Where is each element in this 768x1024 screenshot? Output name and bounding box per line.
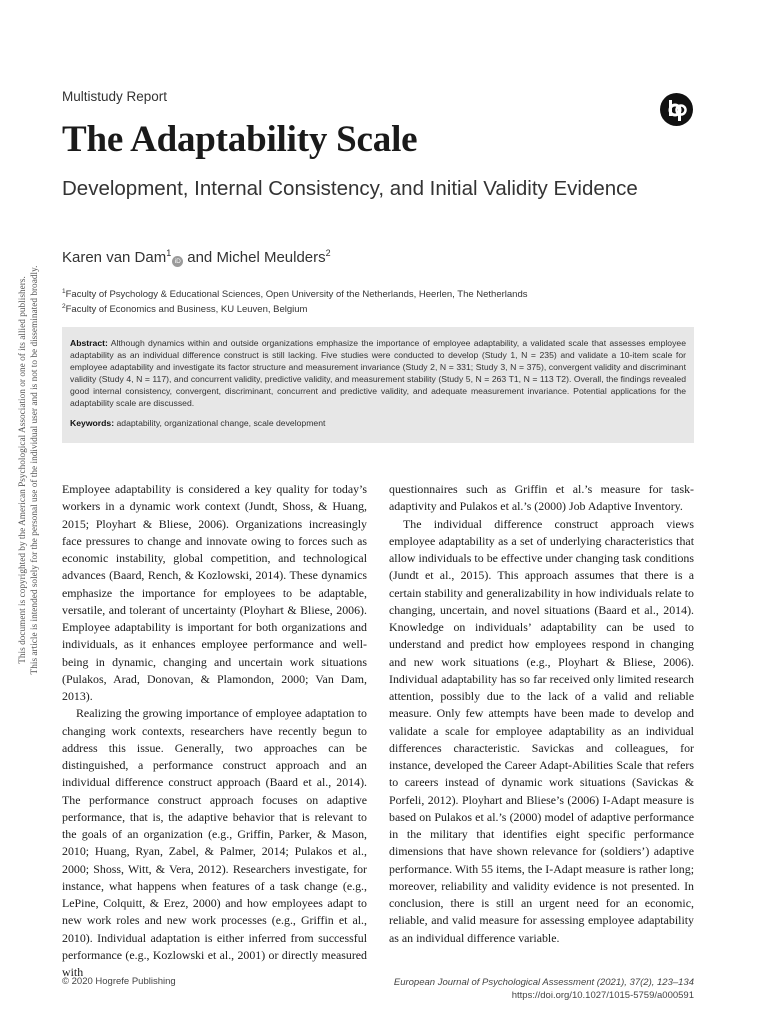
keywords-label: Keywords: — [70, 417, 115, 428]
body-column-right — [389, 481, 694, 947]
footer-copyright: © 2020 Hogrefe Publishing — [62, 976, 176, 987]
affiliations — [62, 287, 528, 317]
abstract-label: Abstract: — [70, 338, 108, 348]
copyright-line: This article is intended solely for the personal use of the individual user and is not to be disseminated broadly. — [30, 265, 40, 675]
paper-title: The Adaptability Scale — [62, 119, 418, 160]
affiliation-marker: 2 — [325, 248, 331, 258]
author-name[interactable]: Michel Meulders — [216, 249, 326, 266]
author-name[interactable]: Karen van Dam — [62, 249, 167, 266]
affiliation-marker: 1 — [166, 248, 172, 258]
keywords — [70, 417, 686, 429]
keywords-text: adaptability, organizational change, scale development — [116, 417, 326, 428]
affiliation-line — [62, 287, 528, 302]
body-paragraph: Employee adaptability is considered a key quality for today’s workers in a dynamic work context (Jundt, Shoss, & Huang, 2015; Ployhart & Bliese, 2006). Organizations increasingly face pressures to change and innovate owing to forces such as economic instability, global competition, and technological advances (Baard, Rench, & Kozlowski, 2014). These dynamics emphasize the importance for employees to be adaptable, versatile, and tolerant of uncertainty (Ployhart & Bliese, 2006). Employee adaptability is important for both organizations and individuals, as it enhances employee performance and well-being in dynamic, changing and uncertain work situations (Pulakos, Arad, Donovan, & Plamondon, 2000; Van Dam, 2013). — [62, 482, 367, 703]
report-type: Multistudy Report — [62, 89, 168, 104]
affiliation-text: Faculty of Psychology & Educational Sciences, Open University of the Netherlands, Heerlen, The Netherlands — [65, 289, 528, 300]
copyright-side-note — [17, 266, 41, 675]
footer-doi[interactable]: https://doi.org/10.1027/1015-5759/a000591 — [511, 990, 694, 1001]
abstract — [70, 337, 686, 410]
hogrefe-hp-logo-icon — [660, 93, 693, 126]
affiliation-marker: 1 — [62, 287, 66, 295]
footer-journal: European Journal of Psychological Assessment (2021), 37(2), 123–134 — [393, 977, 694, 988]
body-column-left — [62, 481, 367, 981]
author-joiner: and — [187, 249, 213, 266]
body-paragraph: The individual difference construct approach views employee adaptability as a set of underlying characteristics that allow individuals to be effective under changing task conditions (Jundt et al., 2015). This approach assumes that there is a certain stability and generalizability in how individuals relate to changing, uncertain, and novel situations (Baard et al., 2014). Knowledge on individuals’ adaptability can be used to understand and predict how employees respond in changing and new work situations (e.g., Ployhart & Bliese, 2006). Individual adaptability has so far received only limited research attention, possibly due to the lack of a valid and reliable measure. Only few attempts have been made to develop and validate a scale for employee adaptability as an individual differences characteristic. Savickas and colleagues, for instance, developed the Career Adapt-Abilities Scale that refers to careers instead of dynamic work situations (Savickas & Porfeli, 2012). Ployhart and Bliese’s (2006) I-Adapt measure is based on Pulakos et al.’s (2000) model of adaptive performance in the military that identifies eight specific performance dimensions that have shown relevance for (soldiers’) adaptive performance. With 55 items, the I-Adapt measure is rather long; moreover, reliability and validity evidence is not presented. In conclusion, there is still an urgent need for an economic, reliable, and valid measure for assessing employee adaptability as an individual difference variable. — [389, 516, 694, 945]
footer-citation — [394, 976, 694, 1002]
paper-subtitle: Development, Internal Consistency, and Initial Validity Evidence — [62, 177, 638, 200]
author-list — [62, 249, 331, 267]
body-paragraph: Realizing the growing importance of employee adaptation to changing work contexts, researchers have recently begun to address this issue. Generally, two approaches can be distinguished, a performance construct approach and an individual difference construct approach (Baard et al., 2014). The performance construct approach focuses on adaptive performance, that is, the adaptive behavior that is relevant to the goals of an organization (e.g., Griffin, Parker, & Mason, 2010; Huang, Ryan, Zabel, & Palmer, 2014; Pulakos et al., 2000; Shoss, Witt, & Vera, 2012). Researchers investigate, for instance, what happens when features of a task change (e.g., LePine, Colquitt, & Erez, 2000) and how employees adapt to new work roles and new work processes (e.g., Griffin et al., 2010). Individual adaptation is either inferred from successful performance (e.g., Kozlowski et al., 2001) or directly measured with — [62, 706, 367, 979]
affiliation-line — [62, 302, 528, 317]
affiliation-text: Faculty of Economics and Business, KU Leuven, Belgium — [65, 304, 308, 315]
affiliation-marker: 2 — [62, 302, 66, 310]
copyright-line: This document is copyrighted by the American Psychological Association or one of its allied publishers. — [18, 276, 28, 664]
abstract-box — [62, 327, 694, 443]
body-paragraph: questionnaires such as Griffin et al.’s measure for task-adaptivity and Pulakos et al.’s (2000) Job Adaptive Inventory. — [389, 482, 694, 514]
orcid-icon[interactable]: iD — [172, 256, 183, 267]
abstract-text: Although dynamics within and outside organizations emphasize the importance of employee adaptability, a validated scale that assesses employee adaptability as an individual difference construct is still lacking. Five studies were conducted to develop (Study 1, N = 235) and validate a 10-item scale for employee adaptability and investigate its factor structure and measurement invariance (Study 2, N = 331; Study 3, N = 375), convergent validity and discriminant validity (Study 4, N = 117), and concurrent validity, predictive validity, and measurement stability (Study 5, N = 263 T1, N = 113 T2). Overall, the findings revealed good internal consistency, convergent, discriminant, concurrent and predictive validity, and adequate measurement invariance. Potential applications for the adaptability scale are discussed. — [70, 338, 687, 409]
